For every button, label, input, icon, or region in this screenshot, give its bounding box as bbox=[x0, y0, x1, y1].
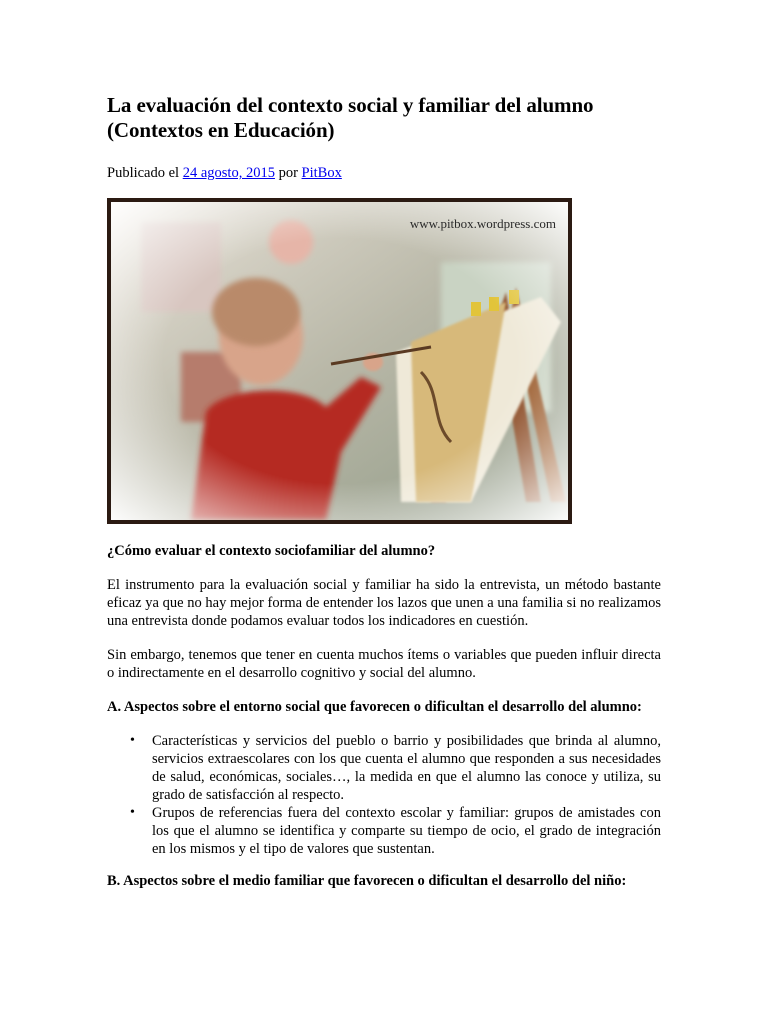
author-link[interactable]: PitBox bbox=[301, 165, 342, 181]
meta-prefix: Publicado el bbox=[107, 165, 180, 181]
child-painting-photo bbox=[111, 202, 568, 520]
article bbox=[107, 93, 661, 890]
image-watermark: www.pitbox.wordpress.com bbox=[409, 216, 556, 231]
bullet-list bbox=[107, 732, 661, 858]
paragraph-2: Sin embargo, tenemos que tener en cuenta muchos ítems o variables que pueden influir directa o indirectamente en el desarrollo cognitivo y social del alumno. bbox=[107, 647, 661, 681]
section-question: ¿Cómo evaluar el contexto sociofamiliar del alumno? bbox=[107, 543, 436, 559]
article-title-line2: (Contextos en Educación) bbox=[107, 118, 335, 142]
list-item-text: Grupos de referencias fuera del contexto escolar y familiar: grupos de amistades con los que el alumno se identifica y comparte su tiempo de ocio, el grado de integración en los mismos y el tipo de valores que sustentan. bbox=[152, 805, 661, 857]
heading-a: A. Aspectos sobre el entorno social que favorecen o dificultan el desarrollo del alumno: bbox=[107, 699, 642, 715]
list-item-text: Características y servicios del pueblo o barrio y posibilidades que brinda al alumno, servicios extraescolares con los que cuenta el alumno que responden a sus necesidades de salud, económicas, sociales…, la medida en que el alumno las conoce y utiliza, su grado de satisfacción al respecto. bbox=[152, 733, 661, 803]
paragraph-1: El instrumento para la evaluación social y familiar ha sido la entrevista, un método bastante eficaz ya que no hay mejor forma de entender los lazos que unen a una familia si no realizamos una entrevista donde podamos evaluar todos los indicadores en cuestión. bbox=[107, 577, 661, 629]
post-meta bbox=[107, 164, 661, 182]
article-title bbox=[107, 93, 661, 143]
article-title-line1: La evaluación del contexto social y familiar del alumno bbox=[107, 93, 594, 117]
heading-b: B. Aspectos sobre el medio familiar que favorecen o dificultan el desarrollo del niño: bbox=[107, 873, 627, 889]
list-item bbox=[130, 732, 661, 804]
bullet-icon: • bbox=[130, 805, 135, 820]
meta-by: por bbox=[278, 165, 298, 181]
list-item bbox=[130, 804, 661, 858]
date-link[interactable]: 24 agosto, 2015 bbox=[182, 165, 275, 181]
featured-image bbox=[107, 198, 572, 524]
bullet-icon: • bbox=[130, 733, 135, 748]
